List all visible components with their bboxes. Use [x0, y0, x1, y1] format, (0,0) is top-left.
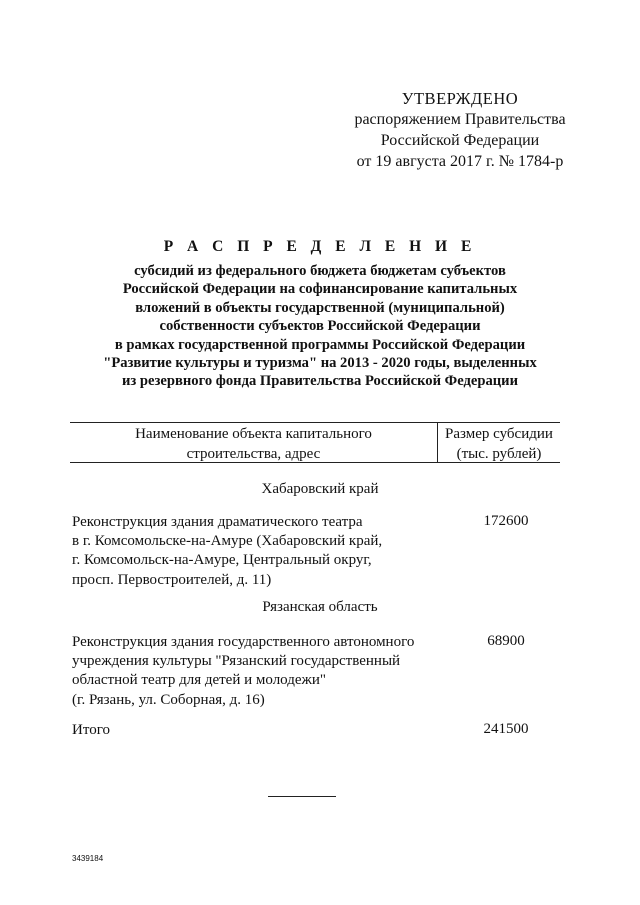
subtitle-line: "Развитие культуры и туризма" на 2013 - 2020 годы, выделенных [103, 355, 537, 372]
column-header-amount [438, 424, 560, 464]
object-line: областной театр для детей и молодежи" [72, 672, 327, 689]
column-header-name-line: Наименование объекта капитального [135, 426, 372, 442]
approval-line: от 19 августа 2017 г. № 1784-р [356, 153, 564, 170]
document-subtitle [80, 262, 560, 391]
subtitle-line: Российской Федерации на софинансирование капитальных [122, 281, 518, 298]
subtitle-line: вложений в объекты государственной (муниципальной) [135, 299, 505, 316]
region-heading: Рязанская область [262, 599, 378, 615]
total-label: Итого [72, 722, 110, 738]
object-line: Реконструкция здания драматического театра [72, 514, 363, 530]
object-line: Реконструкция здания государственного автономного [72, 634, 415, 650]
total-amount: 241500 [483, 721, 529, 737]
approval-heading: УТВЕРЖДЕНО [401, 89, 519, 108]
subsidy-amount: 172600 [483, 513, 529, 529]
approval-stamp [330, 88, 590, 172]
table-top-rule [70, 422, 560, 423]
subsidy-amount: 68900 [487, 633, 525, 649]
document-code: 3439184 [72, 854, 104, 863]
subtitle-line: из резервного фонда Правительства Российской Федерации [122, 373, 518, 390]
object-line: учреждения культуры "Рязанский государственный [72, 653, 401, 670]
subtitle-line: собственности субъектов Российской Федерации [159, 318, 481, 335]
subtitle-line: субсидий из федерального бюджета бюджетам субъектов [134, 263, 506, 279]
approval-line: Российской Федерации [380, 132, 540, 149]
document-title: Р А С П Р Е Д Е Л Е Н И Е [163, 238, 477, 255]
object-description [72, 513, 442, 590]
column-header-amount-line: Размер субсидии [445, 426, 553, 442]
approval-line: распоряжением Правительства [354, 111, 566, 128]
object-line: в г. Комсомольске-на-Амуре (Хабаровский край, [72, 533, 383, 550]
column-header-name [70, 424, 437, 464]
column-header-name-line: строительства, адрес [186, 446, 321, 462]
region-heading: Хабаровский край [261, 481, 379, 497]
object-line: просп. Первостроителей, д. 11) [72, 571, 272, 588]
object-line: (г. Рязань, ул. Соборная, д. 16) [72, 691, 265, 708]
end-of-document-line [268, 796, 336, 797]
object-line: г. Комсомольск-на-Амуре, Центральный округ, [72, 552, 372, 569]
column-header-amount-line: (тыс. рублей) [456, 446, 542, 462]
subtitle-line: в рамках государственной программы Российской Федерации [114, 336, 526, 353]
object-description [72, 633, 442, 710]
